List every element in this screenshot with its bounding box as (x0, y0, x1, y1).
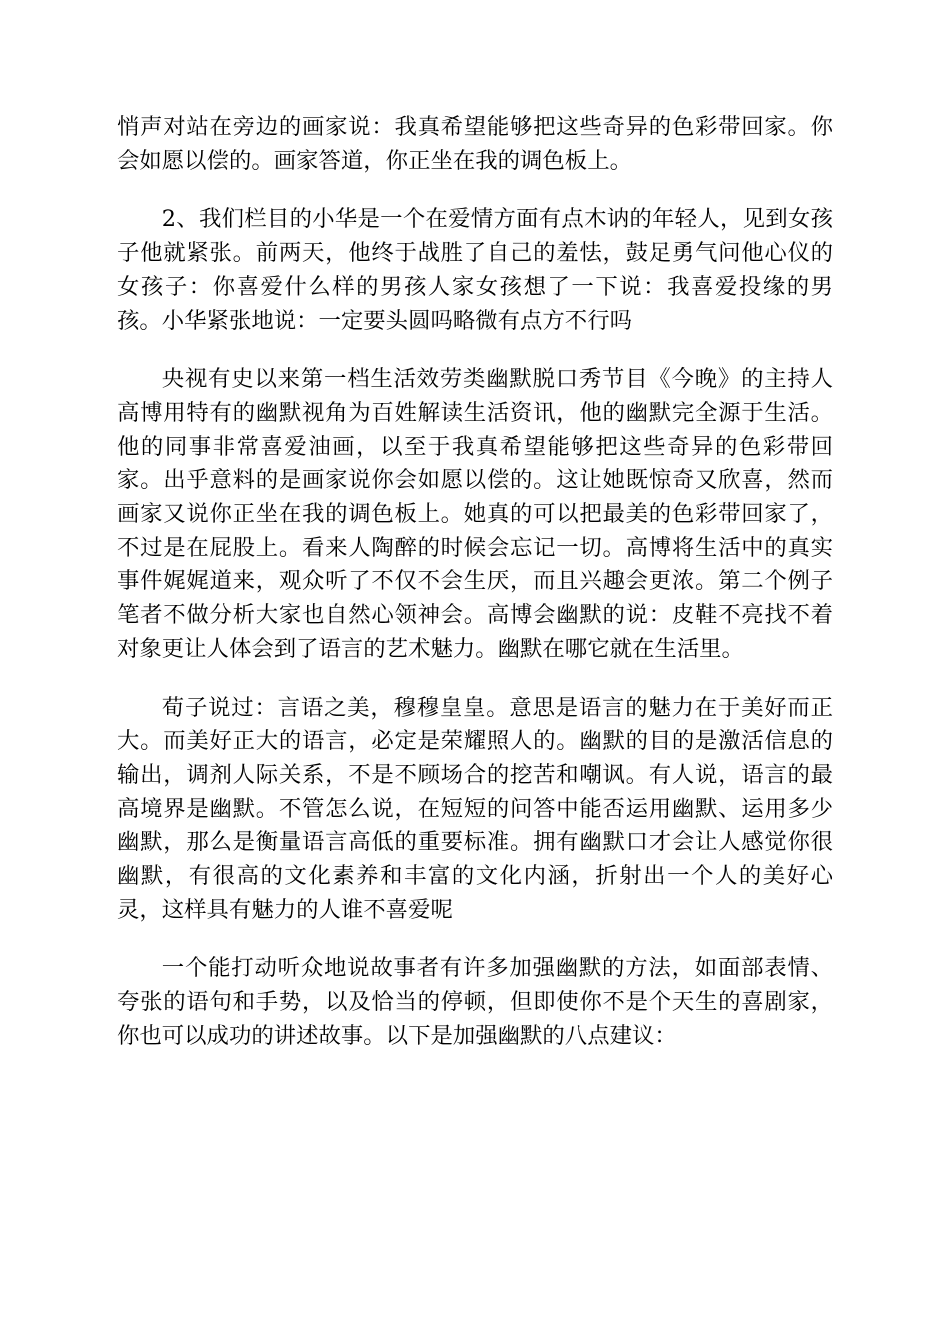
paragraph-xunzi: 荀子说过：言语之美，穆穆皇皇。意思是语言的魅力在于美好而正大。而美好正大的语言，必定是荣耀照人的。幽默的目的是激活信息的输出，调剂人际关系，不是不顾场合的挖苦和嘲讽。有人说，语言的最高境界是幽默。不管怎么说，在短短的问答中能否运用幽默、运用多少幽默，那么是衡量语言高低的重要标准。拥有幽默口才会让人感觉你很幽默，有很高的文化素养和丰富的文化内涵，折射出一个人的美好心灵，这样具有魅力的人谁不喜爱呢 (117, 694, 833, 923)
paragraph-gaobo: 央视有史以来第一档生活效劳类幽默脱口秀节目《今晚》的主持人高博用特有的幽默视角为百姓解读生活资讯，他的幽默完全源于生活。他的同事非常喜爱油画，以至于我真希望能够把这些奇异的色彩带回家。出乎意料的是画家说你会如愿以偿的。这让她既惊奇又欣喜，然而画家又说你正坐在我的调色板上。她真的可以把最美的色彩带回家了，不过是在屁股上。看来人陶醉的时候会忘记一切。高博将生活中的真实事件娓娓道来，观众听了不仅不会生厌，而且兴趣会更浓。第二个例子笔者不做分析大家也自然心领神会。高博会幽默的说：皮鞋不亮找不着对象更让人体会到了语言的艺术魅力。幽默在哪它就在生活里。 (117, 366, 833, 662)
paragraph-joke-xiaohua: 2、我们栏目的小华是一个在爱情方面有点木讷的年轻人，见到女孩子他就紧张。前两天，他终于战胜了自己的羞怯，鼓足勇气问他心仪的女孩子：你喜爱什么样的男孩人家女孩想了一下说：我喜爱投缘的男孩。小华紧张地说：一定要头圆吗略微有点方不行吗 (117, 206, 833, 334)
paragraph-continuation: 悄声对站在旁边的画家说：我真希望能够把这些奇异的色彩带回家。你会如愿以偿的。画家答道，你正坐在我的调色板上。 (117, 114, 833, 174)
paragraph-storyteller: 一个能打动听众地说故事者有许多加强幽默的方法，如面部表情、夸张的语句和手势，以及恰当的停顿，但即使你不是个天生的喜剧家，你也可以成功的讲述故事。以下是加强幽默的八点建议： (117, 955, 833, 1049)
document-body (117, 111, 833, 1079)
